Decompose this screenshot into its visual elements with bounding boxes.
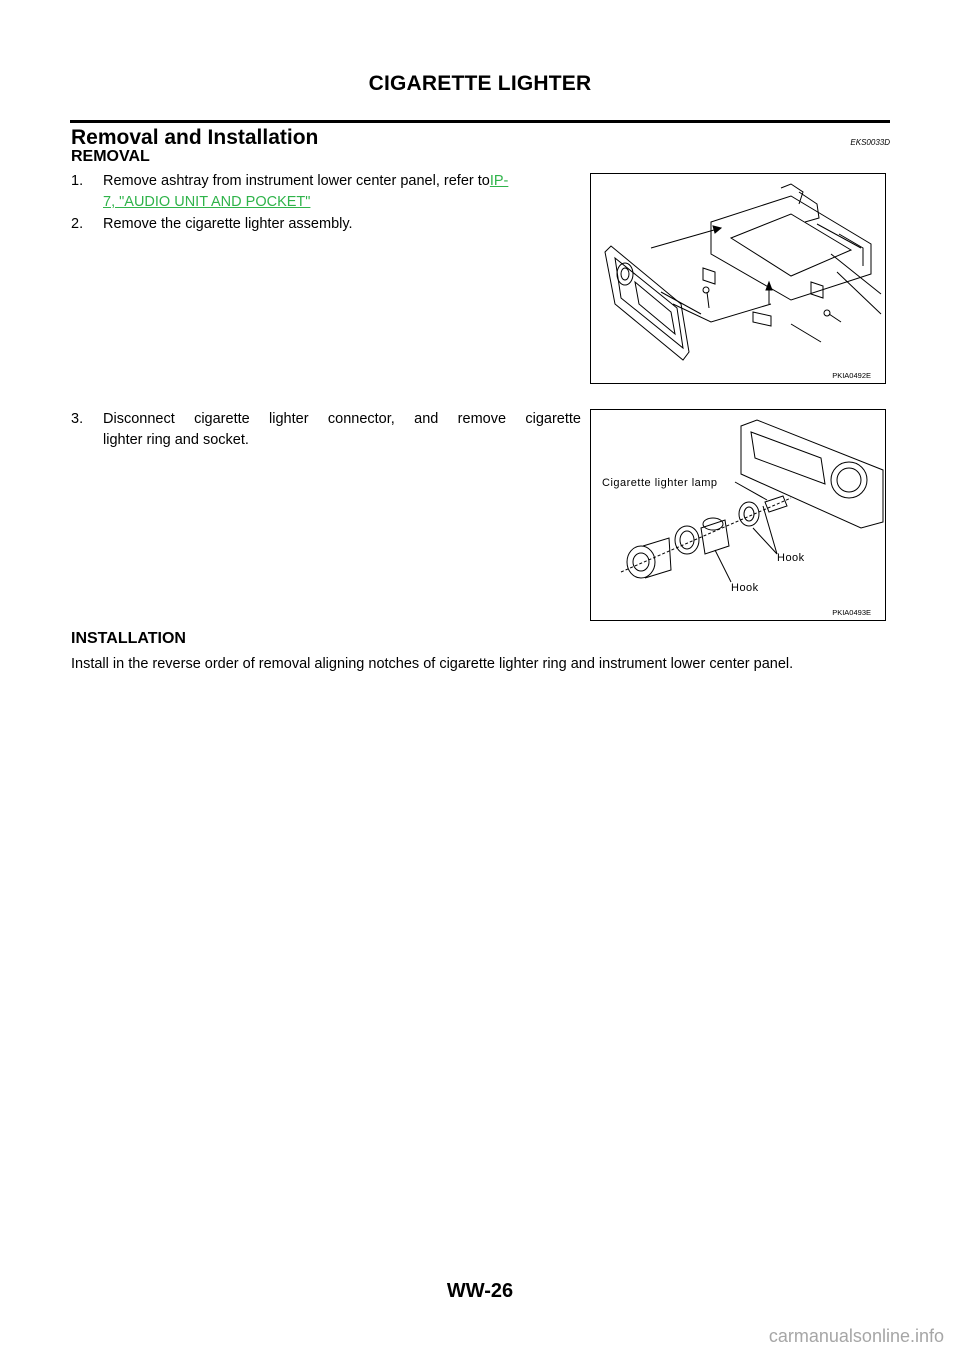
lamp-label: Cigarette lighter lamp: [602, 477, 718, 489]
installation-heading: INSTALLATION: [71, 630, 186, 647]
section-heading: Removal and Installation: [71, 126, 319, 149]
step-text-line: Disconnect cigarette lighter connector, and remove cigarette: [103, 411, 581, 427]
removal-step-2: [71, 214, 571, 236]
ip-7-link-part1[interactable]: IP-: [489, 173, 509, 189]
removal-step-1: [71, 171, 591, 215]
figure-code: PKIA0493E: [832, 608, 871, 617]
hook-label-upper: Hook: [777, 552, 805, 564]
step-text-line: Remove ashtray from instrument lower center panel, refer to: [103, 173, 490, 189]
title-divider: [70, 120, 890, 123]
step-number: 2.: [71, 216, 84, 232]
step-text: Remove the cigarette lighter assembly.: [103, 216, 353, 232]
removal-heading: REMOVAL: [71, 148, 150, 165]
hook-label-lower: Hook: [731, 582, 759, 594]
figure-code: PKIA0492E: [832, 371, 871, 380]
step-text: [103, 171, 508, 192]
page-number: WW-26: [446, 1280, 514, 1302]
ashtray-removal-illustration: [590, 173, 886, 384]
step-number: 1.: [71, 173, 84, 189]
installation-text: Install in the reverse order of removal aligning notches of cigarette lighter ring and instrument lower center panel.: [71, 656, 794, 672]
watermark: carmanualsonline.info: [768, 1326, 944, 1346]
section-code: EKS0033D: [850, 138, 890, 147]
step-text-line: lighter ring and socket.: [103, 432, 249, 448]
ashtray-panel-drawing: [591, 174, 884, 382]
lighter-socket-illustration: [590, 409, 886, 621]
ip-7-link-part2[interactable]: 7, "AUDIO UNIT AND POCKET": [103, 194, 311, 210]
step-number: 3.: [71, 411, 84, 427]
page-title: CIGARETTE LIGHTER: [368, 72, 592, 95]
removal-step-3: [71, 409, 581, 453]
